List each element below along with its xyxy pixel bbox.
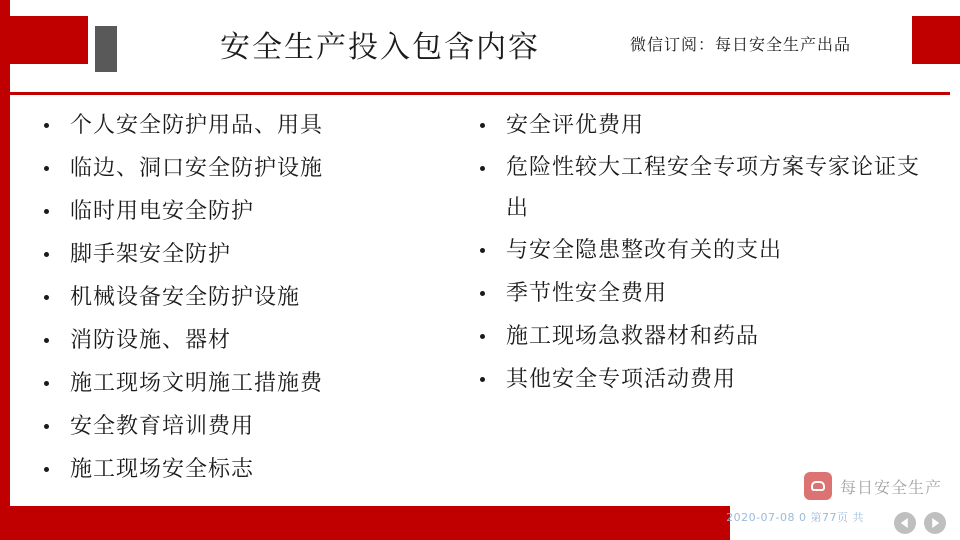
list-item-label: 与安全隐患整改有关的支出 [506, 238, 783, 263]
list-item-label: 安全教育培训费用 [70, 414, 255, 439]
list-item [34, 448, 460, 491]
wechat-logo-icon [804, 472, 832, 500]
page-title: 安全生产投入包含内容 [220, 30, 540, 65]
bullet-dot-icon [44, 123, 49, 128]
bullet-dot-icon [44, 338, 49, 343]
bullet-dot-icon [480, 123, 485, 128]
list-item [470, 272, 940, 315]
list-item-label: 脚手架安全防护 [70, 242, 232, 267]
watermark-date: 2020-07-08 0 第77页 共 [726, 511, 864, 524]
list-item-label: 施工现场文明施工措施费 [70, 371, 324, 396]
list-item [34, 319, 460, 362]
header-gray-block [95, 26, 117, 72]
bullet-dot-icon [44, 424, 49, 429]
list-item-label: 施工现场急救器材和药品 [506, 324, 760, 349]
list-item [34, 147, 460, 190]
list-item [470, 147, 940, 229]
bullet-dot-icon [480, 334, 485, 339]
list-item-label: 季节性安全费用 [506, 281, 668, 306]
header-divider [10, 92, 950, 95]
left-bullet-list [34, 104, 460, 491]
right-bullet-list [470, 104, 940, 401]
list-item-label: 危险性较大工程安全专项方案专家论证支出 [506, 155, 921, 221]
list-item-label: 安全评优费用 [506, 113, 645, 138]
arrow-right-icon[interactable] [924, 512, 946, 534]
right-column [460, 104, 940, 504]
header-red-block [10, 16, 88, 64]
bullet-dot-icon [44, 209, 49, 214]
list-item-label: 其他安全专项活动费用 [506, 367, 737, 392]
list-item [34, 190, 460, 233]
bullet-dot-icon [44, 166, 49, 171]
navigation-controls[interactable] [894, 512, 946, 534]
list-item-label: 临时用电安全防护 [70, 199, 255, 224]
list-item-label: 个人安全防护用品、用具 [70, 113, 324, 138]
header-right-red-block [912, 16, 960, 64]
arrow-left-icon[interactable] [894, 512, 916, 534]
left-accent-bar [0, 0, 10, 540]
list-item-label: 机械设备安全防护设施 [70, 285, 301, 310]
watermark [804, 472, 942, 500]
list-item [34, 233, 460, 276]
bullet-dot-icon [480, 291, 485, 296]
bullet-dot-icon [44, 467, 49, 472]
content-area [10, 104, 950, 504]
list-item [470, 104, 940, 147]
bullet-dot-icon [44, 381, 49, 386]
list-item [34, 405, 460, 448]
list-item [470, 229, 940, 272]
watermark-label: 每日安全生产 [839, 477, 942, 497]
list-item [34, 362, 460, 405]
list-item-label: 施工现场安全标志 [70, 457, 255, 482]
list-item [34, 276, 460, 319]
list-item [470, 358, 940, 401]
list-item [470, 315, 940, 358]
bullet-dot-icon [480, 377, 485, 382]
bullet-dot-icon [480, 248, 485, 253]
bullet-dot-icon [44, 295, 49, 300]
list-item-label: 消防设施、器材 [70, 328, 232, 353]
bullet-dot-icon [480, 166, 485, 171]
left-column [10, 104, 460, 504]
list-item [34, 104, 460, 147]
subscribe-note: 微信订阅：每日安全生产出品 [630, 35, 852, 54]
bullet-dot-icon [44, 252, 49, 257]
list-item-label: 临边、洞口安全防护设施 [70, 156, 324, 181]
